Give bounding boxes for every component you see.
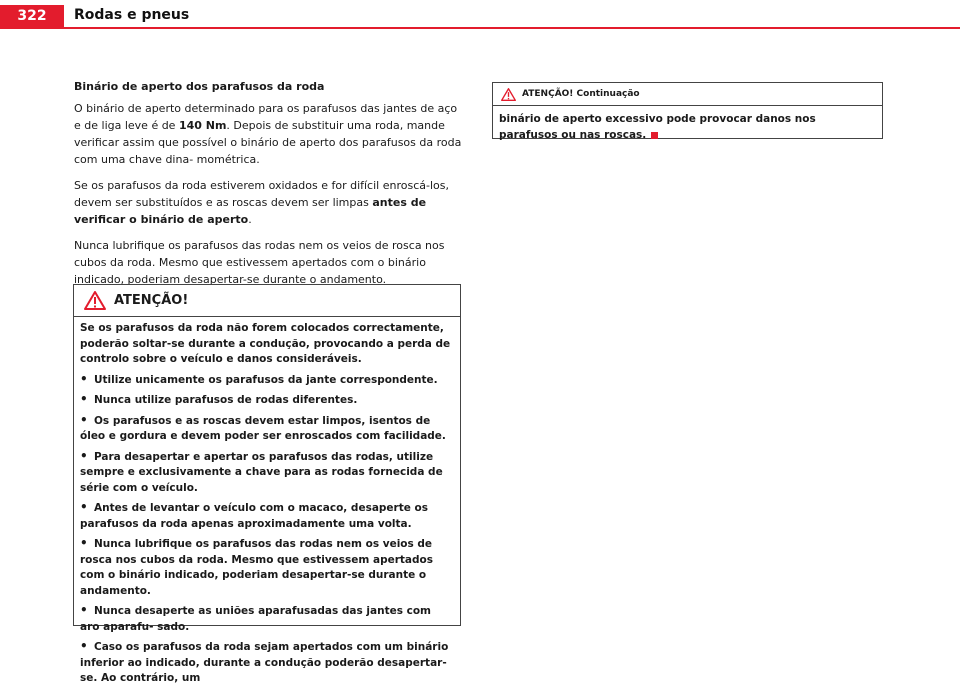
paragraph-2-text-a: Se os parafusos da roda estiverem oxidados e for difícil enroscá-los, devem ser substituídos e as roscas devem ser limpas: [74, 179, 449, 209]
paragraph-1-text-c: . Depois de substituir uma roda, mande verificar assim que possível o binário de aperto dos parafusos da roda com uma chave dina- mométrica.: [74, 119, 462, 166]
warning-body: [74, 317, 460, 687]
warning-item-text: Nunca utilize parafusos de rodas diferentes.: [94, 394, 358, 406]
bullet-icon: •: [80, 392, 88, 406]
warning-item-text: Nunca desaperte as uniões aparafusadas das jantes com aro aparafu- sado.: [80, 605, 431, 633]
paragraph-1: [74, 100, 462, 168]
header-rule: [0, 27, 960, 29]
bullet-icon: •: [80, 536, 88, 550]
warning-triangle-icon: [84, 291, 106, 310]
chapter-title: Rodas e pneus: [74, 7, 190, 23]
warning-item: [80, 603, 454, 635]
torque-value: 140 Nm: [178, 119, 227, 132]
warning-title: ATENÇÃO!: [114, 293, 189, 308]
bullet-icon: •: [80, 603, 88, 617]
warning-item-text: Para desapertar e apertar os parafusos das rodas, utilize sempre e exclusivamente a chave para as rodas fornecida de série com o veículo.: [80, 450, 443, 494]
warning-item-text: Nunca lubrifique os parafusos das rodas nem os veios de rosca nos cubos da roda. Mesmo que estivessem apertados com o binário indicado, poderiam desapertar-se durante o andamento.: [80, 538, 433, 597]
page-header: [0, 0, 960, 28]
warning-continuation-body: [493, 106, 882, 143]
left-column: [74, 78, 462, 297]
paragraph-2-emphasis: antes de verificar o binário de aperto: [74, 196, 427, 226]
warning-continuation-box: [492, 82, 883, 139]
warning-item: [80, 500, 454, 532]
warning-item: [80, 413, 454, 445]
bullet-icon: •: [80, 412, 88, 427]
bullet-icon: •: [80, 500, 88, 514]
end-of-section-square-icon: [651, 132, 658, 139]
warning-item: [80, 372, 454, 389]
warning-item: [80, 449, 454, 497]
bullet-icon: •: [80, 371, 88, 386]
bullet-icon: •: [80, 448, 88, 463]
warning-continuation-text: binário de aperto excessivo pode provocar danos nos parafusos ou nas roscas.: [499, 113, 816, 141]
page-number: 322: [0, 5, 64, 27]
bullet-icon: •: [80, 639, 88, 653]
warning-box: [73, 284, 461, 684]
warning-item-text: Antes de levantar o veículo com o macaco, desaperte os parafusos da roda apenas aproximadamente uma volta.: [80, 502, 428, 530]
warning-intro: Se os parafusos da roda não forem colocados correctamente, poderão soltar-se durante a condução, provocando a perda de controlo sobre o veículo e danos consideráveis.: [80, 322, 451, 365]
warning-continuation-header: [493, 83, 882, 106]
warning-header: [74, 285, 460, 317]
paragraph-2-text-c: .: [248, 213, 252, 226]
warning-triangle-icon: [501, 88, 516, 101]
warning-continuation-title: ATENÇÃO! Continuação: [522, 89, 640, 99]
paragraph-1-text-a: O binário de aperto determinado para os parafusos das jantes de aço e de liga leve é de: [74, 102, 458, 132]
warning-item: [80, 536, 454, 599]
section-heading: Binário de aperto dos parafusos da roda: [74, 80, 325, 93]
warning-item-text: Caso os parafusos da roda sejam apertados com um binário inferior ao indicado, durante a condução poderão desapertar-se. Ao contrário, um: [80, 641, 449, 684]
warning-item-text: Utilize unicamente os parafusos da jante correspondente.: [94, 373, 438, 386]
paragraph-2: [74, 177, 462, 228]
paragraph-3: Nunca lubrifique os parafusos das rodas nem os veios de rosca nos cubos da roda. Mesmo que estivessem apertados com o binário indicado, poderiam desapertar-se durante o andamento.: [74, 239, 445, 286]
warning-item: [80, 392, 454, 409]
warning-item: [80, 639, 454, 687]
warning-item-text: Os parafusos e as roscas devem estar limpos, isentos de óleo e gordura e devem poder ser enroscados com facilidade.: [80, 414, 446, 442]
